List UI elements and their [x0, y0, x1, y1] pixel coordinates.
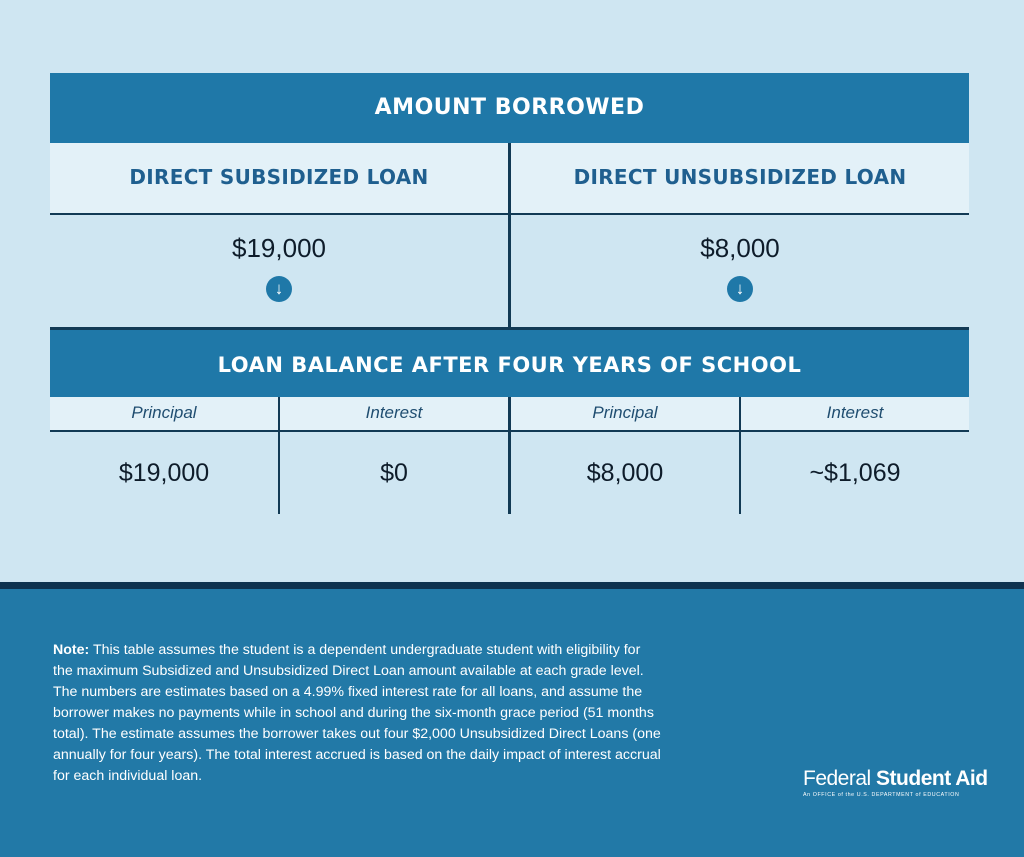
subsidized-interest-header: Interest — [278, 397, 508, 430]
amount-row — [50, 215, 969, 327]
unsubsidized-interest-value: ~$1,069 — [739, 432, 969, 514]
subsidized-principal-value: $19,000 — [118, 459, 210, 487]
amount-borrowed-header: AMOUNT BORROWED — [50, 73, 969, 143]
logo-word-federal: Federal — [803, 767, 871, 790]
unsubsidized-amount: $8,000 — [700, 233, 780, 263]
loan-type-header-row — [50, 143, 969, 215]
loan-balance-header: LOAN BALANCE AFTER FOUR YEARS OF SCHOOL — [50, 327, 969, 397]
principal-interest-header-row — [50, 397, 969, 432]
balance-values-row — [50, 432, 969, 514]
unsubsidized-amount-cell — [508, 215, 969, 327]
unsubsidized-interest-header: Interest — [739, 397, 969, 430]
note-label: Note: — [53, 642, 90, 658]
logo-word-student-aid: Student Aid — [876, 767, 988, 790]
arrow-down-circle-icon: ↓ — [266, 276, 292, 302]
footer — [0, 589, 1024, 857]
subsidized-loan-header: DIRECT SUBSIDIZED LOAN — [129, 165, 429, 189]
footer-divider — [0, 582, 1024, 589]
unsubsidized-principal-value: $8,000 — [508, 432, 739, 514]
subsidized-principal-header: Principal — [131, 403, 197, 422]
federal-student-aid-logo — [803, 767, 988, 798]
note-text — [53, 640, 663, 787]
subsidized-amount: $19,000 — [232, 233, 326, 263]
note-body: This table assumes the student is a dependent undergraduate student with eligibility for the maximum Subsidized and Unsubsidized Direct Loan amount available at each grade level. The numbers are estimates based on a 4.99% fixed interest rate for all loans, and assume the borrower makes no payments while in school and during the six-month grace period (51 months total). The estimate assumes the borrower takes out four $2,000 Unsubsidized Direct Loans (one annually for four years). The total interest accrued is based on the daily impact of interest accrual for each individual loan. — [53, 642, 661, 784]
loan-table — [50, 73, 969, 514]
unsubsidized-loan-header: DIRECT UNSUBSIDIZED LOAN — [508, 143, 969, 213]
unsubsidized-principal-header: Principal — [508, 397, 739, 430]
subsidized-interest-value: $0 — [278, 432, 508, 514]
subsidized-amount-cell — [50, 215, 508, 327]
logo-tagline: An OFFICE of the U.S. DEPARTMENT of EDUCATION — [803, 792, 960, 798]
arrow-down-circle-icon: ↓ — [727, 276, 753, 302]
